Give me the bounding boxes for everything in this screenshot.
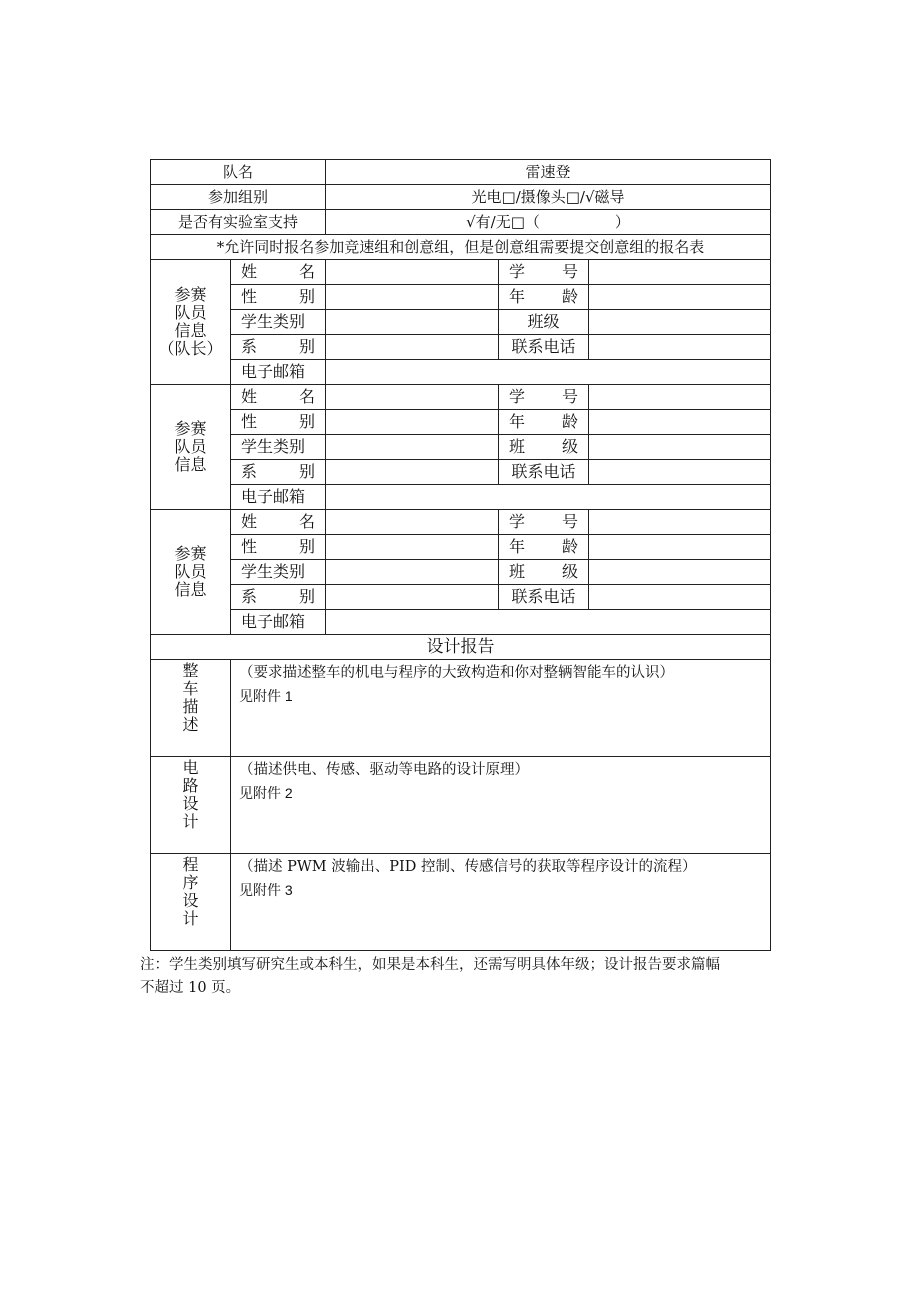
- student-id-field[interactable]: [589, 510, 771, 535]
- lab-support-label: 是否有实验室支持: [151, 210, 326, 235]
- class-label: 班 级: [499, 560, 589, 585]
- name-label: 姓 名: [231, 385, 326, 410]
- attachment-text: 见附件 2: [239, 785, 293, 801]
- student-type-field[interactable]: [326, 435, 499, 460]
- email-field[interactable]: [326, 485, 771, 510]
- phone-label: 联系电话: [499, 335, 589, 360]
- age-field[interactable]: [589, 285, 771, 310]
- email-field[interactable]: [326, 360, 771, 385]
- class-field[interactable]: [589, 560, 771, 585]
- gender-field[interactable]: [326, 285, 499, 310]
- dept-label: 系 别: [231, 335, 326, 360]
- age-field[interactable]: [589, 535, 771, 560]
- phone-label: 联系电话: [499, 460, 589, 485]
- student-id-field[interactable]: [589, 260, 771, 285]
- registration-table: [150, 159, 771, 951]
- team-name-label: 队名: [151, 160, 326, 185]
- member-group-3-label: 参赛 队员 信息: [151, 510, 231, 635]
- design-section-content[interactable]: [231, 757, 771, 854]
- class-field[interactable]: [589, 310, 771, 335]
- phone-field[interactable]: [589, 585, 771, 610]
- age-label: 年 龄: [499, 285, 589, 310]
- phone-field[interactable]: [589, 460, 771, 485]
- dept-field[interactable]: [326, 335, 499, 360]
- gender-label: 性 别: [231, 285, 326, 310]
- dept-label: 系 别: [231, 585, 326, 610]
- footnote-line-2: 不超过 10 页。: [140, 980, 241, 996]
- design-section-content[interactable]: [231, 660, 771, 757]
- name-field[interactable]: [326, 260, 499, 285]
- email-label: 电子邮箱: [231, 360, 326, 385]
- attachment-text: 见附件 3: [239, 882, 293, 898]
- name-field[interactable]: [326, 510, 499, 535]
- design-section-content[interactable]: [231, 854, 771, 951]
- lab-support-value[interactable]: √有/无□（ ）: [326, 210, 771, 235]
- student-id-label: 学 号: [499, 260, 589, 285]
- student-type-label: 学生类别: [231, 435, 326, 460]
- name-label: 姓 名: [231, 260, 326, 285]
- registration-form: [150, 159, 770, 951]
- requirement-text: （描述 PWM 波输出、PID 控制、传感信号的获取等程序设计的流程）: [239, 859, 697, 875]
- design-section-label: 程 序 设 计: [151, 854, 231, 951]
- name-label: 姓 名: [231, 510, 326, 535]
- phone-label: 联系电话: [499, 585, 589, 610]
- phone-field[interactable]: [589, 335, 771, 360]
- gender-field[interactable]: [326, 410, 499, 435]
- student-id-label: 学 号: [499, 510, 589, 535]
- student-type-field[interactable]: [326, 310, 499, 335]
- footnote: [140, 954, 790, 1000]
- email-label: 电子邮箱: [231, 610, 326, 635]
- student-type-label: 学生类别: [231, 560, 326, 585]
- member-group-1-label: 参赛 队员 信息 （队长）: [151, 260, 231, 385]
- class-field[interactable]: [589, 435, 771, 460]
- class-label: 班级: [499, 310, 589, 335]
- age-field[interactable]: [589, 410, 771, 435]
- group-label: 参加组别: [151, 185, 326, 210]
- email-label: 电子邮箱: [231, 485, 326, 510]
- dept-label: 系 别: [231, 460, 326, 485]
- age-label: 年 龄: [499, 410, 589, 435]
- age-label: 年 龄: [499, 535, 589, 560]
- requirement-text: （要求描述整车的机电与程序的大致构造和你对整辆智能车的认识）: [239, 665, 674, 681]
- dept-field[interactable]: [326, 460, 499, 485]
- email-field[interactable]: [326, 610, 771, 635]
- design-report-title: 设计报告: [151, 635, 771, 660]
- requirement-text: （描述供电、传感、驱动等电路的设计原理）: [239, 762, 529, 778]
- attachment-text: 见附件 1: [239, 688, 293, 704]
- notice-text: *允许同时报名参加竞速组和创意组，但是创意组需要提交创意组的报名表: [151, 235, 771, 260]
- student-type-field[interactable]: [326, 560, 499, 585]
- dept-field[interactable]: [326, 585, 499, 610]
- design-section-label: 整 车 描 述: [151, 660, 231, 757]
- class-label: 班 级: [499, 435, 589, 460]
- team-name-value[interactable]: 雷速登: [326, 160, 771, 185]
- footnote-line-1: 注：学生类别填写研究生或本科生，如果是本科生，还需写明具体年级；设计报告要求篇幅: [140, 957, 720, 973]
- name-field[interactable]: [326, 385, 499, 410]
- design-section-label: 电 路 设 计: [151, 757, 231, 854]
- gender-label: 性 别: [231, 535, 326, 560]
- gender-field[interactable]: [326, 535, 499, 560]
- gender-label: 性 别: [231, 410, 326, 435]
- student-id-field[interactable]: [589, 385, 771, 410]
- member-group-2-label: 参赛 队员 信息: [151, 385, 231, 510]
- student-type-label: 学生类别: [231, 310, 326, 335]
- student-id-label: 学 号: [499, 385, 589, 410]
- group-value[interactable]: 光电□/摄像头□/√磁导: [326, 185, 771, 210]
